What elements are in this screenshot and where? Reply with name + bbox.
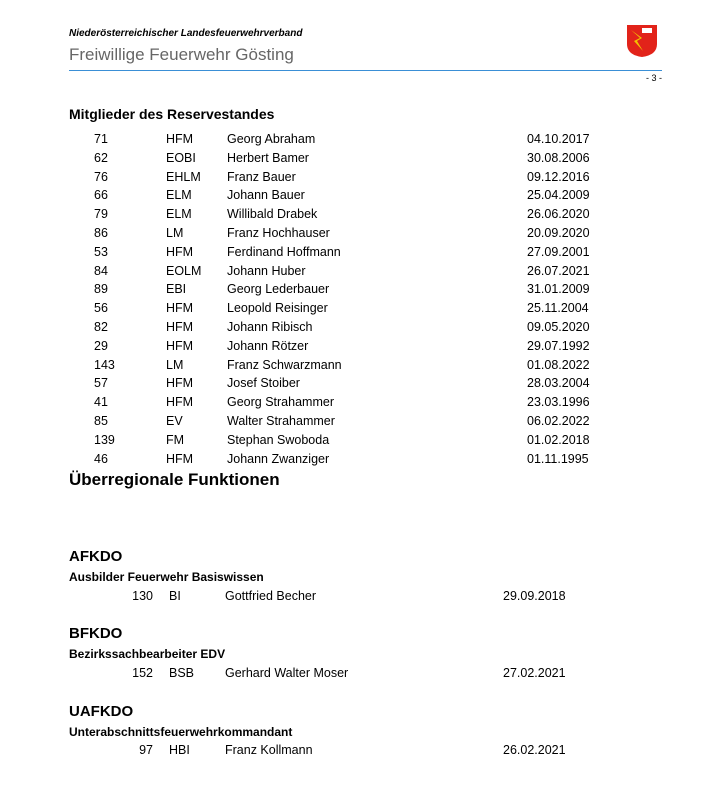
member-date: 09.05.2020: [527, 319, 590, 334]
table-row: [0, 262, 724, 281]
member-rank: ELM: [166, 188, 192, 203]
member-number: 89: [94, 282, 108, 297]
table-row: [0, 130, 724, 149]
group-subtitle: Bezirkssachbearbeiter EDV: [69, 647, 226, 661]
member-rank: LM: [166, 225, 184, 240]
member-date: 26.06.2020: [527, 207, 590, 222]
member-number: 139: [94, 432, 115, 447]
member-name: Josef Stoiber: [227, 376, 300, 391]
table-row: [0, 337, 724, 356]
table-row: [0, 205, 724, 224]
page-number: - 3 -: [645, 73, 662, 83]
member-rank: ELM: [166, 207, 192, 222]
member-rank: EOLM: [166, 263, 202, 278]
member-name: Herbert Bamer: [227, 150, 309, 165]
table-row: [0, 318, 724, 337]
group-title: BFKDO: [69, 625, 123, 642]
member-name: Franz Hochhauser: [227, 225, 330, 240]
member-number: 86: [94, 225, 108, 240]
table-row: [0, 280, 724, 299]
member-name: Franz Bauer: [227, 169, 296, 184]
member-number: 41: [94, 395, 108, 410]
member-name: Johann Huber: [227, 263, 306, 278]
member-number: 29: [94, 338, 108, 353]
member-date: 01.11.1995: [527, 451, 589, 466]
entry-rank: HBI: [169, 743, 190, 757]
reserve-section-title: Mitglieder des Reservestandes: [69, 106, 275, 122]
group-subtitle: Unterabschnittsfeuerwehrkommandant: [69, 725, 293, 739]
member-number: 71: [94, 132, 108, 146]
member-date: 31.01.2009: [527, 282, 590, 297]
entry-number: 130: [132, 589, 153, 603]
group-title: UAFKDO: [69, 703, 134, 720]
member-date: 29.07.1992: [527, 338, 590, 353]
member-date: 20.09.2020: [527, 225, 590, 240]
table-row: [0, 243, 724, 262]
member-name: Georg Abraham: [227, 132, 316, 146]
group-subtitle: Ausbilder Feuerwehr Basiswissen: [69, 570, 264, 584]
member-name: Willibald Drabek: [227, 207, 318, 222]
member-rank: HFM: [166, 338, 194, 353]
member-date: 27.09.2001: [527, 244, 590, 259]
member-number: 85: [94, 413, 108, 428]
entry-rank: BI: [169, 589, 181, 603]
member-number: 76: [94, 169, 108, 184]
member-name: Leopold Reisinger: [227, 301, 328, 316]
entry-date: 29.09.2018: [503, 589, 566, 603]
entry-name: Franz Kollmann: [225, 743, 313, 757]
department-name: Freiwillige Feuerwehr Gösting: [69, 45, 294, 64]
member-rank: HFM: [166, 451, 194, 466]
member-rank: HFM: [166, 132, 194, 146]
entry-date: 26.02.2021: [503, 743, 566, 757]
member-number: 143: [94, 357, 115, 372]
entry-name: Gerhard Walter Moser: [225, 666, 349, 680]
member-date: 26.07.2021: [527, 263, 590, 278]
table-row: [0, 299, 724, 318]
member-date: 23.03.1996: [527, 395, 590, 410]
member-rank: EOBI: [166, 150, 196, 165]
group-title: AFKDO: [69, 548, 123, 565]
member-rank: LM: [166, 357, 184, 372]
member-name: Ferdinand Hoffmann: [227, 244, 341, 259]
member-date: 01.02.2018: [527, 432, 590, 447]
member-rank: EHLM: [166, 169, 201, 184]
member-date: 01.08.2022: [527, 357, 590, 372]
entry-name: Gottfried Becher: [225, 589, 317, 603]
functions-section-title: Überregionale Funktionen: [69, 470, 280, 489]
member-date: 09.12.2016: [527, 169, 590, 184]
member-number: 56: [94, 301, 108, 316]
entry-number: 152: [132, 666, 153, 680]
organization-name: Niederösterreichischer Landesfeuerwehrverband: [69, 28, 303, 39]
entry-date: 27.02.2021: [503, 666, 566, 680]
table-row: [0, 431, 724, 450]
table-row: [0, 224, 724, 243]
member-date: 06.02.2022: [527, 413, 590, 428]
member-date: 04.10.2017: [527, 132, 590, 146]
member-rank: HFM: [166, 244, 194, 259]
member-date: 30.08.2006: [527, 150, 590, 165]
member-rank: HFM: [166, 301, 194, 316]
table-row: [0, 149, 724, 168]
member-number: 46: [94, 451, 108, 466]
member-name: Johann Bauer: [227, 188, 305, 203]
table-row: [0, 450, 724, 469]
reserve-members-list: [0, 130, 724, 468]
table-row: [0, 393, 724, 412]
table-row: [0, 374, 724, 393]
member-number: 53: [94, 244, 108, 259]
member-name: Georg Strahammer: [227, 395, 334, 410]
table-row: [0, 186, 724, 205]
member-number: 82: [94, 319, 108, 334]
table-row: [0, 356, 724, 375]
member-date: 25.11.2004: [527, 301, 589, 316]
fire-brigade-logo-icon: [625, 24, 659, 58]
member-name: Franz Schwarzmann: [227, 357, 342, 372]
member-rank: EBI: [166, 282, 187, 297]
table-row: [0, 412, 724, 431]
member-name: Johann Rötzer: [227, 338, 309, 353]
member-number: 57: [94, 376, 108, 391]
entry-rank: BSB: [169, 666, 195, 680]
member-name: Walter Strahammer: [227, 413, 335, 428]
member-number: 62: [94, 150, 108, 165]
member-number: 66: [94, 188, 108, 203]
table-row: [0, 168, 724, 187]
member-name: Johann Zwanziger: [227, 451, 330, 466]
entry-number: 97: [139, 743, 153, 757]
member-rank: HFM: [166, 395, 194, 410]
member-rank: EV: [166, 413, 183, 428]
member-number: 84: [94, 263, 108, 278]
member-date: 25.04.2009: [527, 188, 590, 203]
member-date: 28.03.2004: [527, 376, 590, 391]
member-name: Stephan Swoboda: [227, 432, 330, 447]
header-divider: [69, 70, 662, 71]
member-name: Johann Ribisch: [227, 319, 313, 334]
member-rank: FM: [166, 432, 185, 447]
member-name: Georg Lederbauer: [227, 282, 330, 297]
member-number: 79: [94, 207, 108, 222]
member-rank: HFM: [166, 376, 194, 391]
member-rank: HFM: [166, 319, 194, 334]
